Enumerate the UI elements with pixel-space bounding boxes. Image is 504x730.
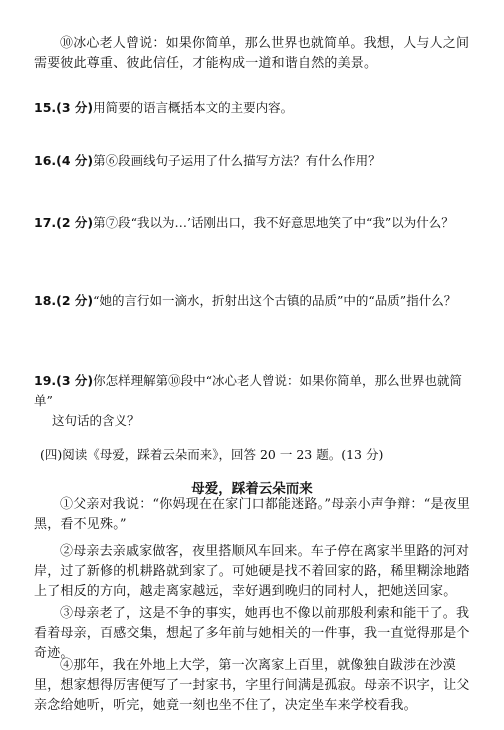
question-number: 18.(2 分) <box>34 293 94 308</box>
question-text: 你怎样理解第⑩段中“冰心老人曾说：如果你简单，那么世界也就简单” <box>34 373 463 408</box>
question-17 <box>34 213 474 233</box>
article-paragraph-2: ②母亲去亲戚家做客，夜里搭顺风车回来。车子停在离家半里路的河对岸，过了新修的机耕路就到家了。可她硬是找不着回家的路，稀里糊涂地踏上了相反的方向，越走离家越远，幸好遇到晚归的同村人，把她送回家。 <box>34 544 470 599</box>
question-16 <box>34 151 474 171</box>
question-19 <box>34 371 474 431</box>
question-number: 19.(3 分) <box>34 373 94 388</box>
question-text: 第⑦段“我以为…’话刚出口，我不好意思地笑了中“我”以为什么？ <box>93 215 454 230</box>
article-paragraph-4: ④那年，我在外地上大学，第一次离家上百里，就像独自跋涉在沙漠里，想家想得厉害便写了一封家书，字里行间满是孤寂。母亲不识字，让父亲念给她听，听完，她竟一刻也坐不住了，决定坐车来学校看我。 <box>34 658 470 713</box>
question-number: 16.(4 分) <box>34 153 94 168</box>
question-text-continued: 这句话的含义？ <box>52 413 140 428</box>
question-text: 第⑥段画线句子运用了什么描写方法？有什么作用？ <box>93 153 381 168</box>
question-18 <box>34 291 474 311</box>
paragraph-10: ⑩冰心老人曾说：如果你简单，那么世界也就简单。我想，人与人之间需要彼此尊重、彼此信任，才能构成一道和谐自然的美景。 <box>34 36 470 71</box>
article-paragraph-1: ①父亲对我说：“你妈现在在家门口都能迷路。”母亲小声争辩：“是夜里黑，看不见殊。” <box>34 497 471 532</box>
question-text: “她的言行如一滴水，折射出这个古镇的品质”中的“品质”指什么？ <box>93 293 457 308</box>
question-number: 15.(3 分) <box>34 100 94 115</box>
question-text: 用简要的语言概括本文的主要内容。 <box>93 100 294 115</box>
question-number: 17.(2 分) <box>34 215 94 230</box>
article-paragraph-3: ③母亲老了，这是不争的事实，她再也不像以前那般利索和能干了。我看着母亲，百感交集，想起了多年前与她相关的一件事，我一直觉得那是个奇迹。 <box>34 606 470 661</box>
article-title: 母爱，踩着云朵而来 <box>191 481 313 497</box>
section-heading: (四)阅读《母爱，踩着云朵而来》，回答 20 一 23 题。(13 分) <box>40 447 384 462</box>
question-15 <box>34 98 474 118</box>
